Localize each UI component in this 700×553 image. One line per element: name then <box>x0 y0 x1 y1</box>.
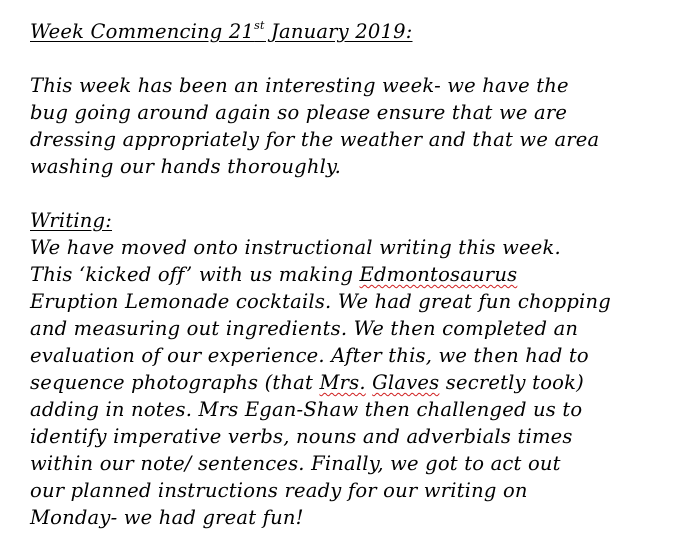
intro-line: bug going around again so please ensure that we are <box>30 101 568 124</box>
title-text-end: January 2019: <box>264 20 413 43</box>
page-title <box>30 18 680 45</box>
writing-line-text: This ‘kicked off’ with us making <box>30 263 360 286</box>
spellcheck-flagged-word: Glaves <box>372 371 440 394</box>
writing-line: Eruption Lemonade cocktails. We had great fun chopping <box>30 290 611 313</box>
writing-line-text: sequence photographs (that <box>30 371 320 394</box>
intro-line: washing our hands thoroughly. <box>30 155 342 178</box>
writing-line: adding in notes. Mrs Egan-Shaw then challenged us to <box>30 398 583 421</box>
title-superscript: st <box>254 19 265 32</box>
writing-line: We have moved onto instructional writing this week. <box>30 236 561 259</box>
writing-section <box>30 207 680 531</box>
writing-line <box>30 369 680 396</box>
intro-line: This week has been an interesting week- we have the <box>30 74 569 97</box>
intro-line: dressing appropriately for the weather and that we area <box>30 128 600 151</box>
writing-line: evaluation of our experience. After this, we then had to <box>30 344 589 367</box>
spellcheck-flagged-word: Edmontosaurus <box>359 263 518 286</box>
spellcheck-flagged-word: Mrs. <box>319 371 366 394</box>
blank-line <box>30 45 680 72</box>
blank-line <box>30 180 680 207</box>
writing-line: our planned instructions ready for our writing on <box>30 479 528 502</box>
writing-line: identify imperative verbs, nouns and adverbials times <box>30 425 573 448</box>
writing-heading: Writing: <box>30 209 113 232</box>
title-text-start: Week Commencing 21 <box>30 20 255 43</box>
writing-line: Monday- we had great fun! <box>30 506 304 529</box>
document-body <box>30 18 680 531</box>
writing-heading-line <box>30 207 680 234</box>
writing-line: within our note/ sentences. Finally, we got to act out <box>30 452 561 475</box>
writing-line <box>30 261 680 288</box>
intro-paragraph <box>30 72 680 180</box>
writing-line: and measuring out ingredients. We then completed an <box>30 317 579 340</box>
writing-line-text: secretly took) <box>439 371 584 394</box>
